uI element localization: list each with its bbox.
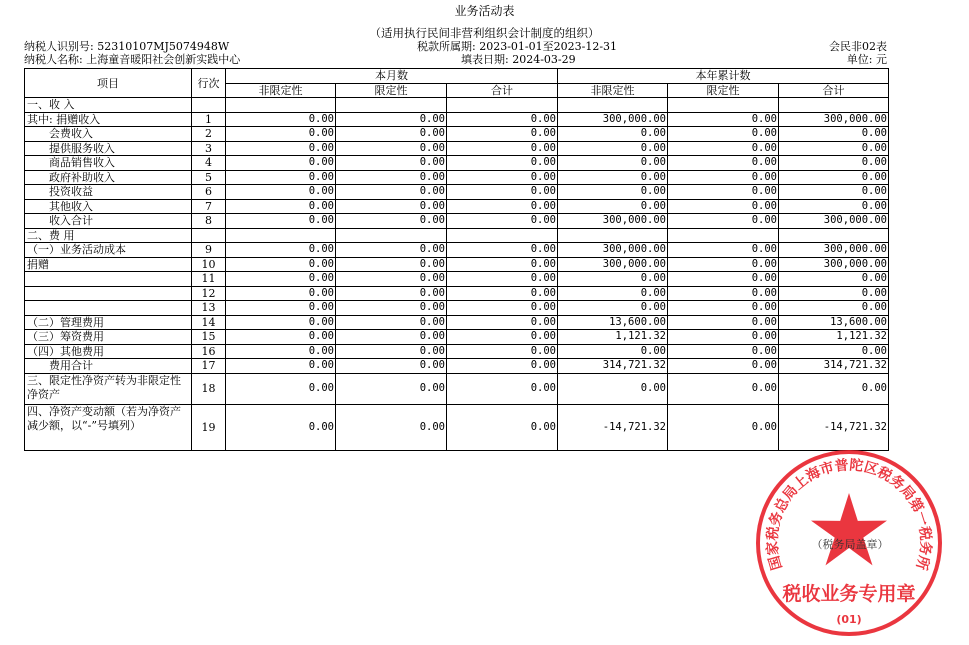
taxpayer-id: 纳税人识别号: 52310107MJ5074948W [24,40,230,53]
row-item-label: （四）其他费用 [25,344,192,359]
group-header-month: 本月数 [226,69,558,84]
row-line-number: 7 [192,199,226,214]
row-amount-y3: 1,121.32 [779,330,889,345]
table-row [25,112,889,127]
report-subtitle: （适用执行民间非营利组织会计制度的组织） [369,26,600,40]
row-line-number: 11 [192,272,226,287]
row-amount-m1: 0.00 [226,330,336,345]
row-line-number: 10 [192,257,226,272]
row-amount-m3: 0.00 [447,359,558,374]
sub-header-month-total: 合计 [447,83,558,98]
row-amount-y2: 0.00 [668,330,779,345]
row-line-number: 15 [192,330,226,345]
table-row [25,286,889,301]
row-amount-y3: 300,000.00 [779,214,889,229]
unit-label: 单位: 元 [846,53,887,66]
row-amount-m3: 0.00 [447,170,558,185]
row-amount-m1: 0.00 [226,141,336,156]
row-amount-y3: 13,600.00 [779,315,889,330]
row-amount-m2: 0.00 [336,243,447,258]
table-row [25,228,889,243]
row-amount-m3: 0.00 [447,112,558,127]
row-item-label: （一）业务活动成本 [25,243,192,258]
row-amount-m2: 0.00 [336,315,447,330]
row-amount-y1: 0.00 [558,141,668,156]
row-item-label: 投资收益 [25,185,192,200]
row-amount-m3: 0.00 [447,156,558,171]
row-amount-m3: 0.00 [447,199,558,214]
row-line-number: 4 [192,156,226,171]
row-amount-y3: 300,000.00 [779,257,889,272]
row-amount-y3 [779,98,889,113]
row-amount-m3: 0.00 [447,344,558,359]
row-amount-m1: 0.00 [226,301,336,316]
row-item-label: 会费收入 [25,127,192,142]
row-amount-m3: 0.00 [447,272,558,287]
row-amount-m2: 0.00 [336,199,447,214]
row-amount-m3: 0.00 [447,286,558,301]
row-amount-m2: 0.00 [336,257,447,272]
row-amount-y1: 300,000.00 [558,243,668,258]
row-amount-y3: 0.00 [779,199,889,214]
row-amount-y3: -14,721.32 [779,404,889,450]
row-item-label: 二、费 用 [25,228,192,243]
row-amount-m1: 0.00 [226,315,336,330]
row-amount-y1: 0.00 [558,185,668,200]
row-amount-y1: 0.00 [558,127,668,142]
row-amount-y3: 0.00 [779,373,889,404]
activity-table [24,68,889,451]
row-amount-m2: 0.00 [336,156,447,171]
row-amount-m2: 0.00 [336,330,447,345]
row-amount-y2: 0.00 [668,272,779,287]
row-amount-y2: 0.00 [668,170,779,185]
row-amount-m1: 0.00 [226,170,336,185]
row-amount-m2: 0.00 [336,127,447,142]
row-amount-y3: 0.00 [779,286,889,301]
row-amount-m1: 0.00 [226,257,336,272]
row-line-number: 9 [192,243,226,258]
form-code: 会民非02表 [829,40,887,53]
row-item-label: 费用合计 [25,359,192,374]
row-amount-y1: 314,721.32 [558,359,668,374]
table-row [25,199,889,214]
row-line-number: 14 [192,315,226,330]
row-line-number: 1 [192,112,226,127]
row-amount-y2: 0.00 [668,359,779,374]
row-amount-y2: 0.00 [668,112,779,127]
table-row [25,272,889,287]
seal-number: (01) [836,613,862,626]
row-amount-y1: 300,000.00 [558,214,668,229]
table-row [25,141,889,156]
row-amount-m1: 0.00 [226,344,336,359]
row-item-label: 商品销售收入 [25,156,192,171]
row-amount-m1: 0.00 [226,286,336,301]
row-amount-y2: 0.00 [668,185,779,200]
row-item-label [25,286,192,301]
row-amount-m2: 0.00 [336,112,447,127]
row-amount-m1: 0.00 [226,243,336,258]
row-amount-y1: -14,721.32 [558,404,668,450]
row-amount-y2: 0.00 [668,373,779,404]
table-row [25,243,889,258]
row-amount-y1: 0.00 [558,286,668,301]
row-amount-y3: 300,000.00 [779,243,889,258]
row-item-label [25,272,192,287]
table-row [25,315,889,330]
table-row [25,373,889,404]
table-row [25,404,889,450]
row-amount-m2 [336,228,447,243]
row-amount-y1 [558,228,668,243]
row-amount-m3: 0.00 [447,257,558,272]
table-row [25,301,889,316]
row-item-label [25,301,192,316]
col-header-line: 行次 [192,69,226,98]
row-amount-y2: 0.00 [668,156,779,171]
row-amount-m1: 0.00 [226,127,336,142]
row-amount-y2: 0.00 [668,404,779,450]
row-amount-m1 [226,98,336,113]
table-row [25,98,889,113]
row-item-label: （二）管理费用 [25,315,192,330]
row-amount-m3: 0.00 [447,214,558,229]
row-amount-y3: 0.00 [779,301,889,316]
row-amount-y3: 0.00 [779,156,889,171]
row-item-label: 一、收 入 [25,98,192,113]
row-amount-y2: 0.00 [668,214,779,229]
official-seal [754,448,944,638]
tax-period: 税款所属期: 2023-01-01至2023-12-31 [417,40,618,53]
row-line-number: 18 [192,373,226,404]
sub-header-month-unrestricted: 非限定性 [226,83,336,98]
table-row [25,214,889,229]
row-line-number [192,228,226,243]
seal-center-text: （税务局盖章） [811,538,889,551]
row-amount-m2: 0.00 [336,344,447,359]
row-amount-y2: 0.00 [668,315,779,330]
row-amount-m3: 0.00 [447,127,558,142]
table-row [25,359,889,374]
row-amount-m3 [447,98,558,113]
row-amount-y2 [668,98,779,113]
row-amount-m1: 0.00 [226,373,336,404]
row-amount-y2: 0.00 [668,257,779,272]
table-row [25,344,889,359]
row-amount-y2: 0.00 [668,127,779,142]
row-line-number [192,98,226,113]
row-amount-m3: 0.00 [447,301,558,316]
row-amount-y1: 0.00 [558,373,668,404]
row-amount-m1: 0.00 [226,272,336,287]
row-item-label: 三、限定性净资产转为非限定性净资产 [25,373,192,404]
row-line-number: 16 [192,344,226,359]
row-amount-y1: 0.00 [558,272,668,287]
row-amount-y1: 0.00 [558,199,668,214]
row-amount-m1: 0.00 [226,185,336,200]
row-amount-m3: 0.00 [447,373,558,404]
table-row [25,330,889,345]
row-amount-m1: 0.00 [226,214,336,229]
row-amount-m3: 0.00 [447,243,558,258]
row-line-number: 6 [192,185,226,200]
table-row [25,185,889,200]
row-item-label: 收入合计 [25,214,192,229]
row-amount-y3: 0.00 [779,185,889,200]
table-row [25,127,889,142]
seal-star [811,493,887,565]
row-amount-y3: 300,000.00 [779,112,889,127]
row-amount-m2: 0.00 [336,272,447,287]
row-line-number: 5 [192,170,226,185]
row-amount-y2: 0.00 [668,243,779,258]
row-amount-y2: 0.00 [668,286,779,301]
row-amount-m2: 0.00 [336,141,447,156]
row-line-number: 12 [192,286,226,301]
row-amount-y3: 0.00 [779,344,889,359]
row-amount-y2: 0.00 [668,199,779,214]
row-amount-y3 [779,228,889,243]
row-amount-y3: 0.00 [779,141,889,156]
row-amount-m3: 0.00 [447,404,558,450]
row-amount-y1: 300,000.00 [558,257,668,272]
row-amount-m1 [226,228,336,243]
row-amount-y3: 0.00 [779,127,889,142]
row-amount-y2 [668,228,779,243]
row-amount-m1: 0.00 [226,156,336,171]
row-amount-m1: 0.00 [226,359,336,374]
row-amount-m2: 0.00 [336,404,447,450]
taxpayer-name: 纳税人名称: 上海童音暖阳社会创新实践中心 [24,53,241,66]
fill-date: 填表日期: 2024-03-29 [461,53,576,66]
row-amount-y1: 0.00 [558,170,668,185]
row-line-number: 19 [192,404,226,450]
report-title: 业务活动表 [454,4,515,18]
row-amount-y2: 0.00 [668,141,779,156]
row-line-number: 13 [192,301,226,316]
row-amount-m3: 0.00 [447,185,558,200]
row-item-label: （三）筹资费用 [25,330,192,345]
sub-header-year-total: 合计 [779,83,889,98]
row-amount-y1: 300,000.00 [558,112,668,127]
row-amount-m2: 0.00 [336,286,447,301]
row-amount-y3: 314,721.32 [779,359,889,374]
seal-outer-text: 国家税务总局上海市普陀区税务局第一税务所 [764,457,934,572]
row-amount-y1 [558,98,668,113]
row-line-number: 8 [192,214,226,229]
row-line-number: 17 [192,359,226,374]
row-amount-m1: 0.00 [226,404,336,450]
row-amount-m3 [447,228,558,243]
row-item-label: 政府补助收入 [25,170,192,185]
table-row [25,156,889,171]
seal-bottom-text: 税收业务专用章 [782,583,916,605]
row-amount-y1: 13,600.00 [558,315,668,330]
row-item-label: 提供服务收入 [25,141,192,156]
row-item-label: 四、净资产变动额（若为净资产减少额，以“-”号填列） [25,404,192,450]
row-amount-y1: 1,121.32 [558,330,668,345]
row-amount-y3: 0.00 [779,170,889,185]
row-amount-m2: 0.00 [336,214,447,229]
group-header-year: 本年累计数 [558,69,889,84]
row-amount-m2: 0.00 [336,185,447,200]
row-amount-y2: 0.00 [668,301,779,316]
table-row [25,170,889,185]
row-item-label: 其中: 捐赠收入 [25,112,192,127]
row-amount-y1: 0.00 [558,156,668,171]
row-amount-m3: 0.00 [447,315,558,330]
row-amount-y1: 0.00 [558,301,668,316]
row-amount-m1: 0.00 [226,112,336,127]
row-amount-m2: 0.00 [336,170,447,185]
sub-header-year-unrestricted: 非限定性 [558,83,668,98]
col-header-item: 项目 [25,69,192,98]
row-amount-m3: 0.00 [447,141,558,156]
sub-header-month-restricted: 限定性 [336,83,447,98]
row-line-number: 3 [192,141,226,156]
row-item-label: 捐赠 [25,257,192,272]
row-amount-m2: 0.00 [336,359,447,374]
row-item-label: 其他收入 [25,199,192,214]
row-amount-y1: 0.00 [558,344,668,359]
row-amount-y2: 0.00 [668,344,779,359]
row-amount-y3: 0.00 [779,272,889,287]
row-amount-m2: 0.00 [336,301,447,316]
row-amount-m1: 0.00 [226,199,336,214]
row-amount-m3: 0.00 [447,330,558,345]
row-amount-m2: 0.00 [336,373,447,404]
row-amount-m2 [336,98,447,113]
table-row [25,257,889,272]
row-line-number: 2 [192,127,226,142]
sub-header-year-restricted: 限定性 [668,83,779,98]
